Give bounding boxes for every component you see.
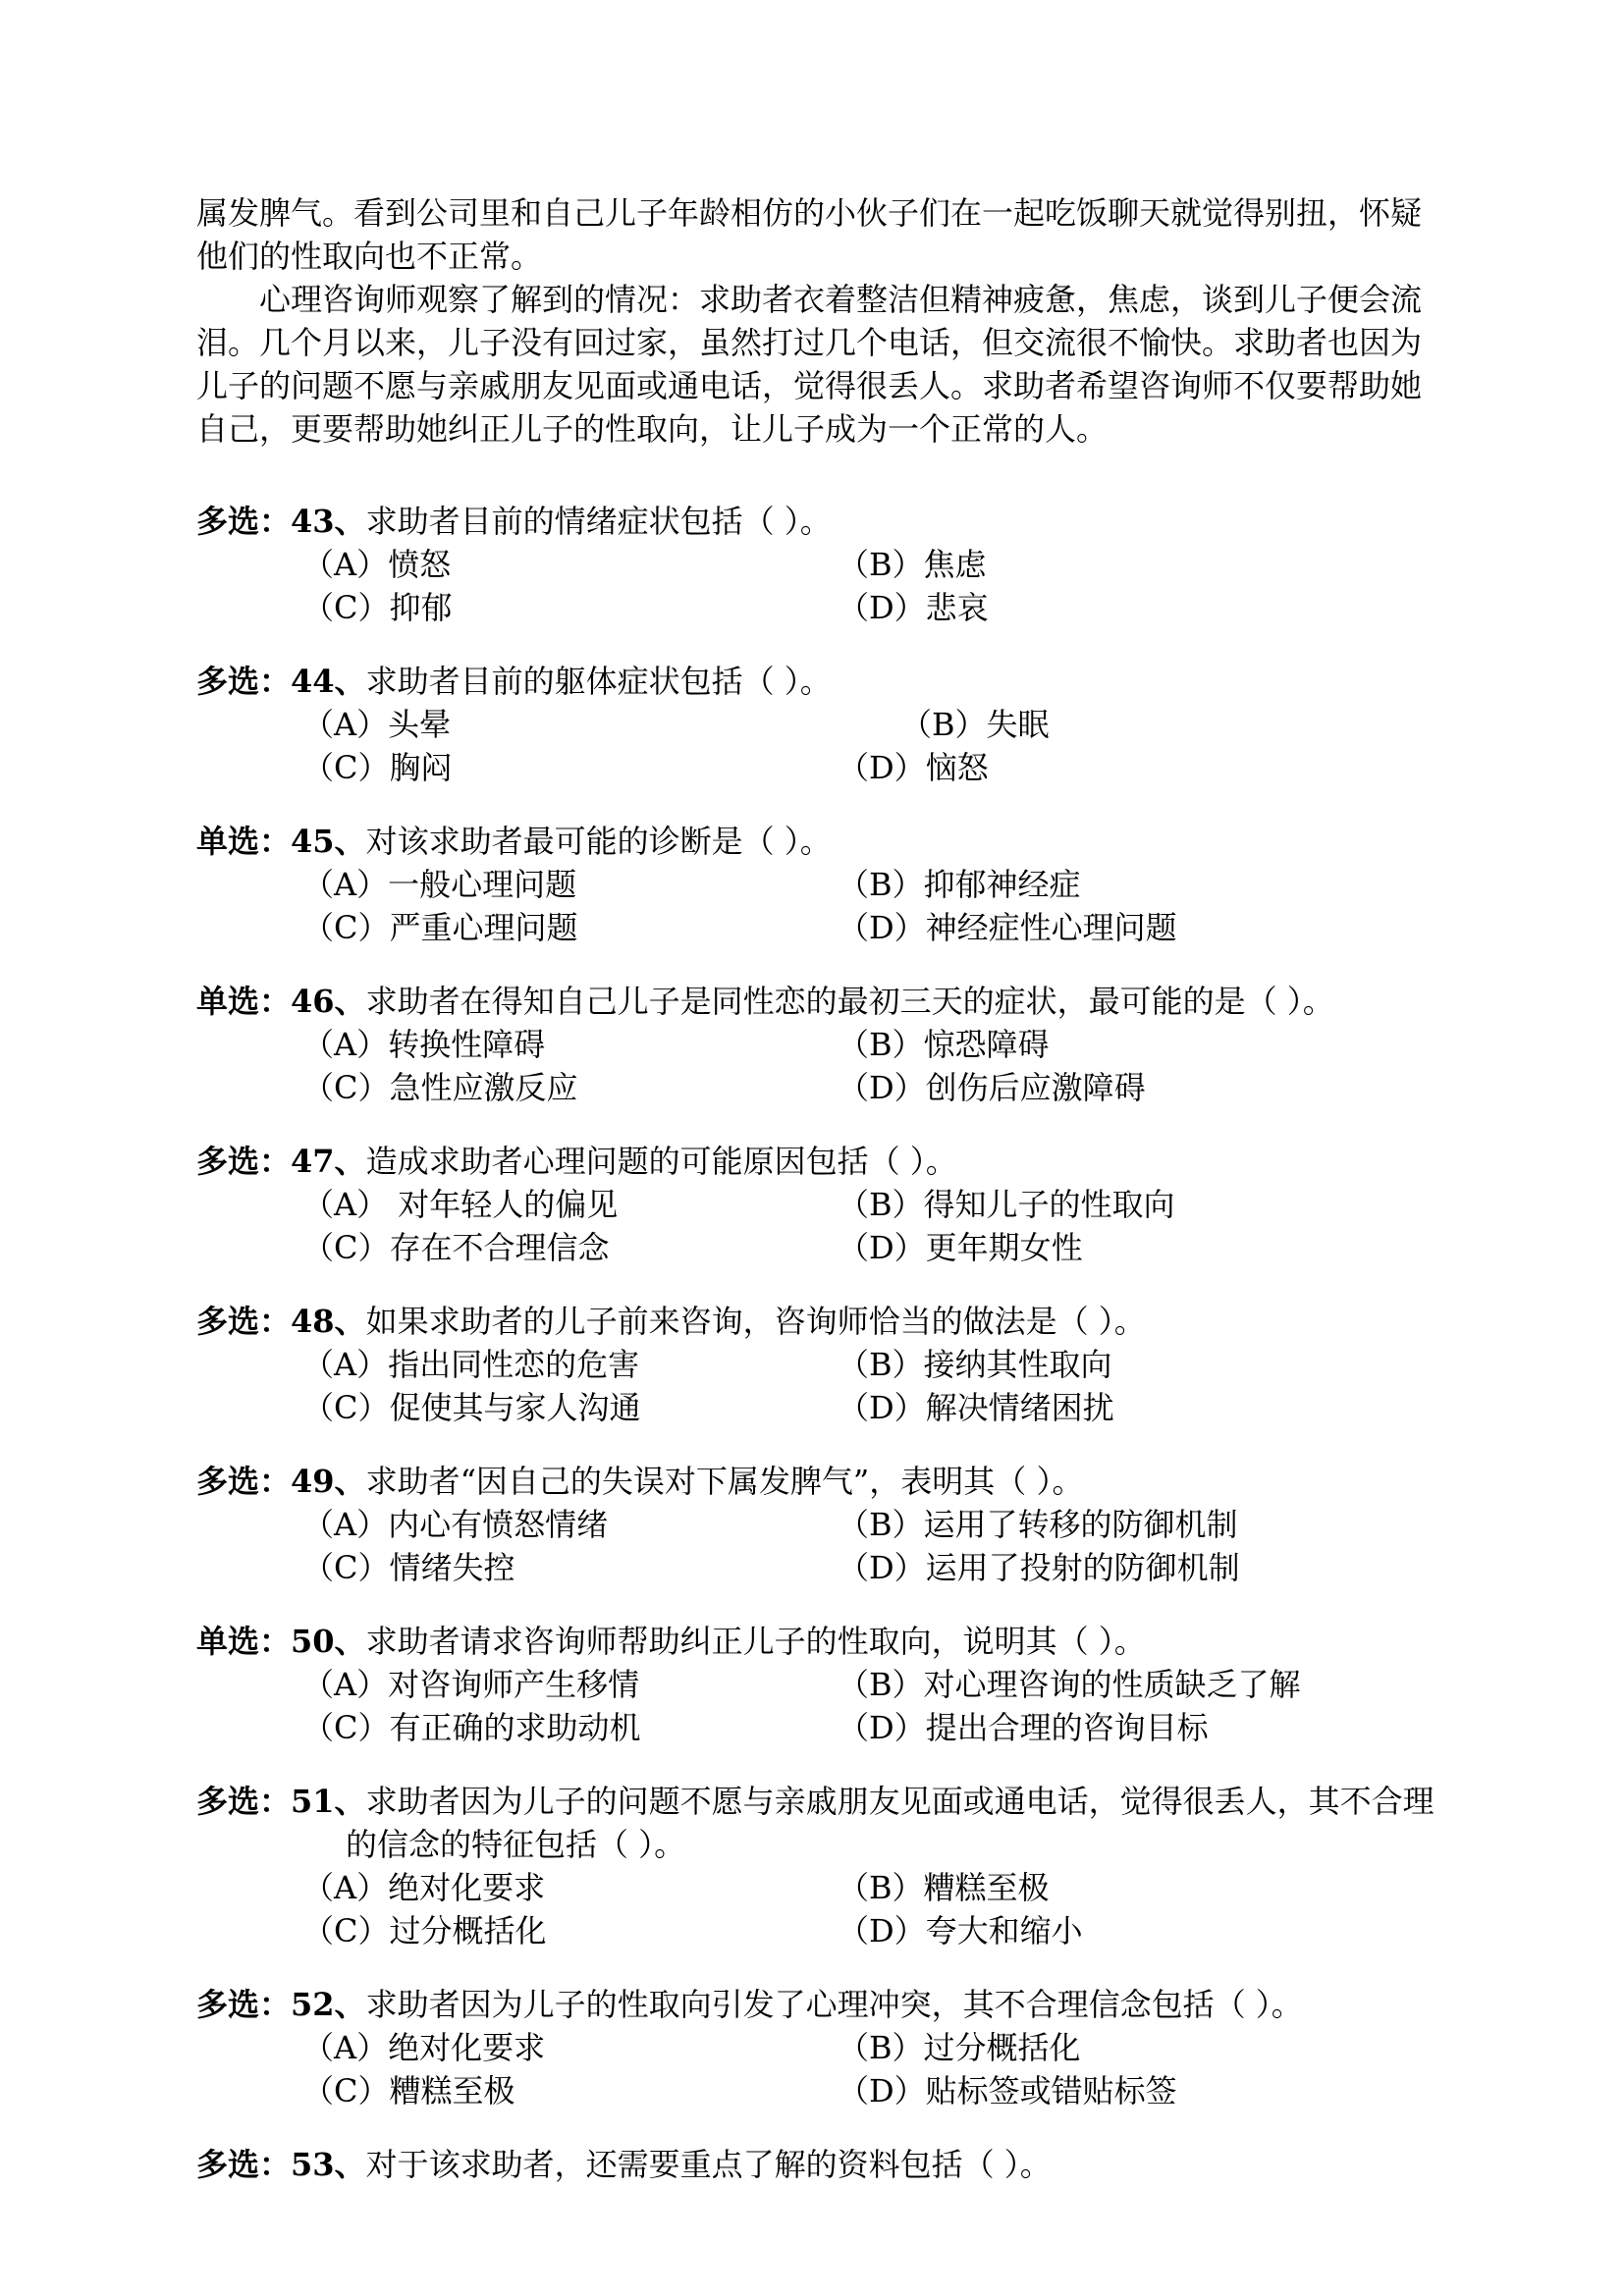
question-text: 如果求助者的儿子前来咨询，咨询师恰当的做法是（ ）。 xyxy=(365,1303,1146,1340)
question-stem xyxy=(196,1620,1443,1663)
intro-paragraph-2: 心理咨询师观察了解到的情况：求助者衣着整洁但精神疲惫，焦虑，谈到儿子便会流泪。几个月以来，儿子没有回过家，虽然打过几个电话，但交流很不愉快。求助者也因为儿子的问题不愿与亲戚朋友见面或通电话，觉得很丢人。求助者希望咨询师不仅要帮助她自己，更要帮助她纠正儿子的性取向，让儿子成为一个正常的人。 xyxy=(196,281,1423,448)
option-b: （B）得知儿子的性取向 xyxy=(838,1186,1175,1223)
option-c: （C）有正确的求助动机 xyxy=(302,1709,641,1746)
document-page xyxy=(196,191,1443,2216)
option-a: （A）愤怒 xyxy=(302,546,452,583)
option-c: （C）情绪失控 xyxy=(302,1549,515,1586)
options-grid xyxy=(196,1663,1443,1749)
question-51 xyxy=(196,1780,1443,1952)
question-stem xyxy=(196,1460,1443,1503)
question-number: 50、 xyxy=(291,1623,366,1660)
option-a: （A）头晕 xyxy=(302,706,452,743)
option-c: （C）糟糕至极 xyxy=(302,2072,515,2109)
question-text: 求助者因为儿子的问题不愿与亲戚朋友见面或通电话，觉得很丢人，其不合理的信念的特征包括（ ）。 xyxy=(346,1783,1435,1863)
option-a: （A）转换性障碍 xyxy=(302,1026,546,1063)
options-grid xyxy=(196,1343,1443,1429)
question-text: 对于该求助者，还需要重点了解的资料包括（ ）。 xyxy=(365,2146,1052,2183)
question-text: 求助者“因自己的失误对下属发脾气”，表明其（ ）。 xyxy=(365,1463,1084,1500)
question-number: 52、 xyxy=(291,1986,366,2023)
options-grid xyxy=(196,543,1443,629)
option-d: （D）提出合理的咨询目标 xyxy=(838,1709,1209,1746)
option-b: （B）糟糕至极 xyxy=(838,1869,1050,1906)
options-grid xyxy=(196,2026,1443,2112)
option-a: （A）绝对化要求 xyxy=(302,2029,546,2066)
option-c: （C）急性应激反应 xyxy=(302,1069,578,1106)
option-b: （B）接纳其性取向 xyxy=(838,1346,1112,1383)
question-type: 单选： xyxy=(196,1623,292,1660)
option-d: （D）恼怒 xyxy=(838,749,989,786)
option-a: （A）绝对化要求 xyxy=(302,1869,546,1906)
question-47 xyxy=(196,1140,1443,1269)
options-grid xyxy=(196,1023,1443,1109)
question-type: 多选： xyxy=(196,1303,292,1340)
option-c: （C）胸闷 xyxy=(302,749,453,786)
question-number: 46、 xyxy=(291,983,366,1020)
option-a: （A）一般心理问题 xyxy=(302,866,577,903)
question-number: 48、 xyxy=(291,1303,366,1340)
question-number: 45、 xyxy=(291,823,366,860)
option-d: （D）贴标签或错贴标签 xyxy=(838,2072,1177,2109)
options-grid xyxy=(196,1183,1443,1269)
question-stem xyxy=(196,2143,1443,2186)
option-a: （A）内心有愤怒情绪 xyxy=(302,1506,609,1543)
question-type: 多选： xyxy=(196,503,292,540)
question-text: 求助者目前的躯体症状包括（ ）。 xyxy=(365,663,832,700)
question-number: 51、 xyxy=(291,1783,366,1820)
question-type: 单选： xyxy=(196,983,292,1020)
options-grid xyxy=(196,1503,1443,1589)
question-text: 求助者因为儿子的性取向引发了心理冲突，其不合理信念包括（ ）。 xyxy=(365,1986,1303,2023)
option-d: （D）夸大和缩小 xyxy=(838,1912,1083,1949)
question-53 xyxy=(196,2143,1443,2186)
question-list xyxy=(196,500,1443,2186)
question-44 xyxy=(196,660,1443,789)
question-stem xyxy=(196,1300,1443,1343)
option-a: （A） 对年轻人的偏见 xyxy=(302,1186,619,1223)
question-number: 53、 xyxy=(291,2146,366,2183)
option-c: （C）过分概括化 xyxy=(302,1912,547,1949)
option-d: （D）创伤后应激障碍 xyxy=(838,1069,1146,1106)
question-text: 求助者请求咨询师帮助纠正儿子的性取向，说明其（ ）。 xyxy=(365,1623,1146,1660)
question-49 xyxy=(196,1460,1443,1589)
question-number: 47、 xyxy=(291,1143,366,1180)
option-c: （C）严重心理问题 xyxy=(302,909,578,946)
question-type: 多选： xyxy=(196,663,292,700)
options-grid xyxy=(196,703,1443,789)
question-43 xyxy=(196,500,1443,629)
question-stem xyxy=(196,500,1443,543)
question-52 xyxy=(196,1983,1443,2112)
question-46 xyxy=(196,980,1443,1109)
option-b: （B）抑郁神经症 xyxy=(838,866,1081,903)
option-b: （B）运用了转移的防御机制 xyxy=(838,1506,1238,1543)
question-text: 对该求助者最可能的诊断是（ ）。 xyxy=(365,823,832,860)
question-number: 44、 xyxy=(291,663,366,700)
question-type: 多选： xyxy=(196,2146,292,2183)
question-stem xyxy=(196,1780,1443,1866)
options-grid xyxy=(196,1866,1443,1952)
option-b: （B）惊恐障碍 xyxy=(838,1026,1050,1063)
option-b: （B）过分概括化 xyxy=(838,2029,1081,2066)
question-stem xyxy=(196,1140,1443,1183)
option-c: （C）促使其与家人沟通 xyxy=(302,1389,641,1426)
question-text: 求助者目前的情绪症状包括（ ）。 xyxy=(365,503,832,540)
question-text: 造成求助者心理问题的可能原因包括（ ）。 xyxy=(365,1143,957,1180)
question-45 xyxy=(196,820,1443,949)
question-stem xyxy=(196,980,1443,1023)
option-d: （D）神经症性心理问题 xyxy=(838,909,1177,946)
question-stem xyxy=(196,660,1443,703)
question-stem xyxy=(196,820,1443,863)
question-50 xyxy=(196,1620,1443,1749)
option-b: （B）对心理咨询的性质缺乏了解 xyxy=(838,1666,1301,1703)
question-stem xyxy=(196,1983,1443,2026)
question-type: 多选： xyxy=(196,1463,292,1500)
option-d: （D）更年期女性 xyxy=(838,1229,1083,1266)
question-text: 求助者在得知自己儿子是同性恋的最初三天的症状，最可能的是（ ）。 xyxy=(365,983,1334,1020)
question-type: 多选： xyxy=(196,1783,292,1820)
question-type: 单选： xyxy=(196,823,292,860)
option-c: （C）抑郁 xyxy=(302,589,453,626)
option-d: （D）悲哀 xyxy=(838,589,989,626)
question-type: 多选： xyxy=(196,1143,292,1180)
options-grid xyxy=(196,863,1443,949)
option-c: （C）存在不合理信念 xyxy=(302,1229,610,1266)
option-a: （A）对咨询师产生移情 xyxy=(302,1666,640,1703)
question-number: 49、 xyxy=(291,1463,366,1500)
option-d: （D）解决情绪困扰 xyxy=(838,1389,1114,1426)
option-d: （D）运用了投射的防御机制 xyxy=(838,1549,1240,1586)
intro-paragraph-1: 属发脾气。看到公司里和自己儿子年龄相仿的小伙子们在一起吃饭聊天就觉得别扭，怀疑他们的性取向也不正常。 xyxy=(196,194,1423,275)
option-a: （A）指出同性恋的危害 xyxy=(302,1346,640,1383)
question-number: 43、 xyxy=(291,503,366,540)
option-b: （B）焦虑 xyxy=(838,546,987,583)
question-48 xyxy=(196,1300,1443,1429)
option-b: （B）失眠 xyxy=(900,706,1050,743)
question-type: 多选： xyxy=(196,1986,292,2023)
